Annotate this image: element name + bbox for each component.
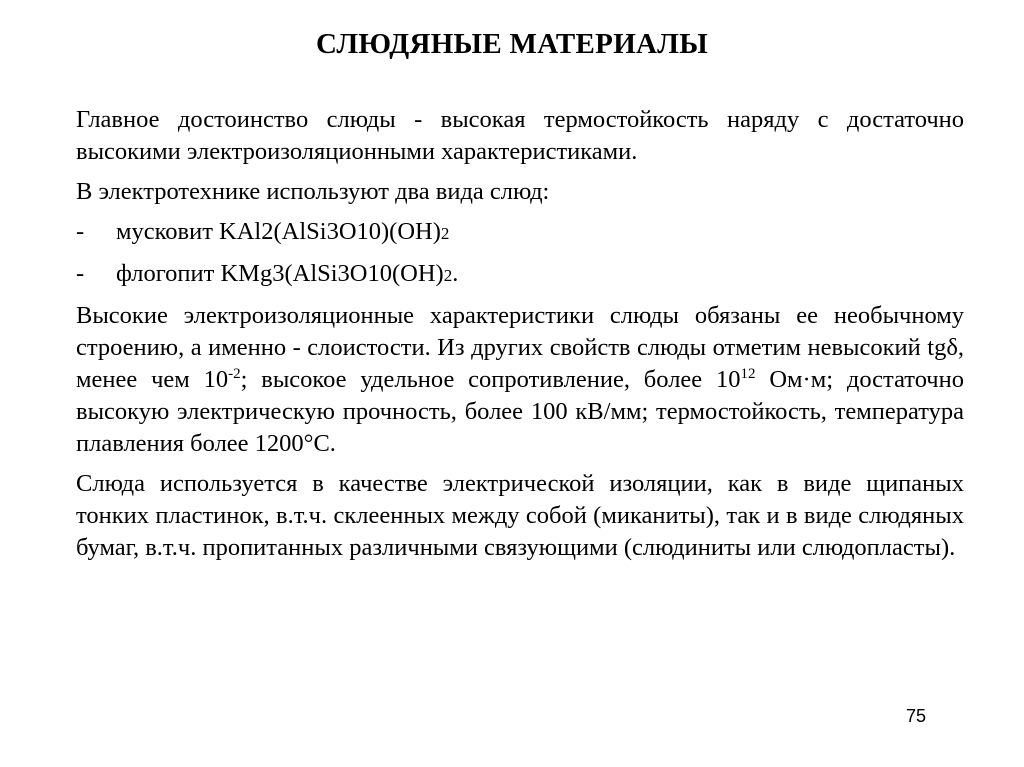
phlogopite-subscript: 2 — [443, 266, 453, 285]
exponent-minus-two: -2 — [228, 366, 241, 382]
page-title: СЛЮДЯНЫЕ МАТЕРИАЛЫ — [316, 28, 708, 60]
properties-text-b: , менее чем 10 — [76, 334, 964, 393]
paragraph-properties — [76, 300, 964, 460]
list-item-muscovite — [76, 216, 964, 250]
delta-symbol: δ — [946, 334, 958, 361]
properties-text-c: ; высокое удельное сопротивление, более 10 — [240, 366, 741, 393]
exponent-twelve: 12 — [740, 366, 756, 382]
muscovite-formula — [116, 216, 964, 250]
list-item-phlogopite — [76, 258, 964, 292]
muscovite-subscript: 2 — [440, 224, 450, 243]
bullet-dash: - — [76, 218, 85, 245]
phlogopite-text: флогопит KMg3(AlSi3O10(OH) — [116, 260, 444, 287]
slide-body — [76, 104, 964, 572]
phlogopite-formula — [116, 258, 964, 292]
paragraph-types-intro: В электротехнике используют два вида слюд: — [76, 178, 550, 205]
properties-text-d: Ом·м; достаточно высокую электрическую прочность, более 100 кВ/мм; термостойкость, температура плавления более 1200°С. — [76, 366, 964, 457]
page-number: 75 — [906, 706, 927, 726]
muscovite-text: мусковит KAl2(AlSi3O10)(OH) — [116, 218, 441, 245]
paragraph-usage: Слюда используется в качестве электрической изоляции, как в виде щипаных тонких пластинок, в.т.ч. склеенных между собой (миканиты), так и в виде слюдяных бумаг, в.т.ч. пропитанных различными связующими (слюдиниты или слюдопласты). — [76, 470, 964, 561]
phlogopite-tail: . — [452, 260, 459, 287]
paragraph-advantage: Главное достоинство слюды - высокая термостойкость наряду с достаточно высокими электроизоляционными характеристиками. — [76, 106, 964, 165]
properties-text-a: Высокие электроизоляционные характеристики слюды обязаны ее необычному строению, а именно - слоистости. Из других свойств слюды отметим невысокий tg — [76, 302, 964, 361]
bullet-dash: - — [76, 260, 85, 287]
